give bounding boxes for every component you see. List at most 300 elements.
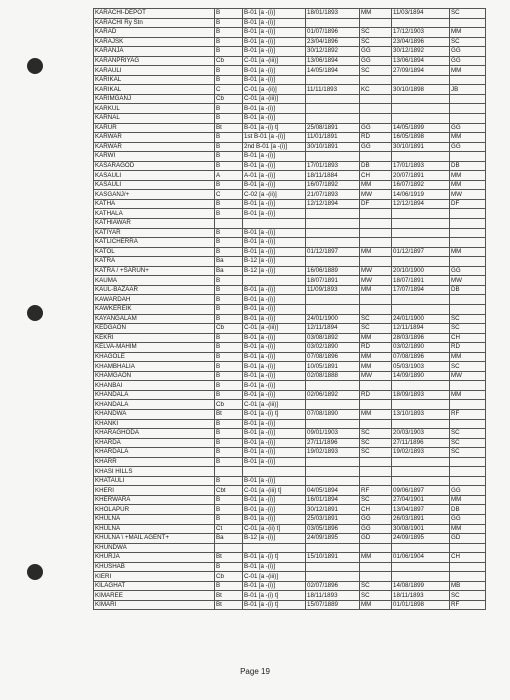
first-date-cell: 15/07/1889 bbox=[306, 600, 360, 610]
first-initials-cell: SC bbox=[360, 429, 392, 439]
last-initials-cell bbox=[450, 562, 486, 572]
type-cell: B bbox=[215, 333, 243, 343]
table-row bbox=[94, 534, 486, 544]
type-cell: B bbox=[215, 114, 243, 124]
first-initials-cell bbox=[360, 467, 392, 477]
last-date-cell bbox=[392, 152, 450, 162]
type-cell: B bbox=[215, 28, 243, 38]
first-date-cell: 18/11/1884 bbox=[306, 171, 360, 181]
last-initials-cell bbox=[450, 467, 486, 477]
type-cell: B bbox=[215, 476, 243, 486]
last-initials-cell bbox=[450, 295, 486, 305]
first-date-cell: 27/11/1896 bbox=[306, 438, 360, 448]
type-cell: B bbox=[215, 295, 243, 305]
first-date-cell bbox=[306, 228, 360, 238]
class-cell: B-01 [a -(i)] bbox=[243, 562, 306, 572]
last-initials-cell: SC bbox=[450, 37, 486, 47]
table-row bbox=[94, 94, 486, 104]
last-date-cell: 30/10/1891 bbox=[392, 142, 450, 152]
class-cell: B-01 [a -(i)] bbox=[243, 199, 306, 209]
table-row bbox=[94, 238, 486, 248]
type-cell: B bbox=[215, 18, 243, 28]
first-initials-cell: SC bbox=[360, 314, 392, 324]
class-cell: B-01 [a -(i)] bbox=[243, 419, 306, 429]
type-cell: Cb bbox=[215, 56, 243, 66]
class-cell: B-01 [a -(i)] bbox=[243, 9, 306, 19]
first-date-cell: 03/02/1890 bbox=[306, 343, 360, 353]
office-name-cell: KARANJA bbox=[94, 47, 215, 57]
last-date-cell: 18/07/1891 bbox=[392, 276, 450, 286]
last-date-cell: 17/12/1903 bbox=[392, 28, 450, 38]
office-name-cell: KARAJSK bbox=[94, 37, 215, 47]
table-row bbox=[94, 438, 486, 448]
postmark-ledger-table bbox=[93, 8, 486, 610]
office-name-cell: KELVA-MAHIM bbox=[94, 343, 215, 353]
first-initials-cell: DB bbox=[360, 161, 392, 171]
last-initials-cell: SC bbox=[450, 429, 486, 439]
class-cell: C-01 [a -(iii)] bbox=[243, 572, 306, 582]
office-name-cell: KARAD bbox=[94, 28, 215, 38]
first-date-cell: 25/08/1891 bbox=[306, 123, 360, 133]
office-name-cell: KHERI bbox=[94, 486, 215, 496]
first-initials-cell: CH bbox=[360, 505, 392, 515]
punch-hole bbox=[27, 564, 43, 580]
last-initials-cell: DB bbox=[450, 285, 486, 295]
first-date-cell: 11/01/1891 bbox=[306, 133, 360, 143]
last-date-cell bbox=[392, 219, 450, 229]
table-row bbox=[94, 295, 486, 305]
class-cell: C-01 [a -(iii) t] bbox=[243, 486, 306, 496]
type-cell: Bt bbox=[215, 553, 243, 563]
class-cell: B-01 [a -(i) t] bbox=[243, 123, 306, 133]
type-cell: B bbox=[215, 75, 243, 85]
type-cell: B bbox=[215, 438, 243, 448]
last-date-cell bbox=[392, 476, 450, 486]
class-cell: C-01 [a -(ii)] bbox=[243, 85, 306, 95]
first-date-cell: 02/06/1892 bbox=[306, 390, 360, 400]
last-date-cell: 13/10/1893 bbox=[392, 409, 450, 419]
last-initials-cell: MM bbox=[450, 247, 486, 257]
first-initials-cell: GG bbox=[360, 524, 392, 534]
first-initials-cell bbox=[360, 419, 392, 429]
class-cell: B-01 [a -(i)] bbox=[243, 476, 306, 486]
office-name-cell: KARANPRIYAG bbox=[94, 56, 215, 66]
first-initials-cell: SC bbox=[360, 37, 392, 47]
first-date-cell: 09/01/1903 bbox=[306, 429, 360, 439]
type-cell: B bbox=[215, 314, 243, 324]
class-cell: B-12 [a -(i)] bbox=[243, 257, 306, 267]
first-date-cell bbox=[306, 104, 360, 114]
last-initials-cell: SC bbox=[450, 9, 486, 19]
last-date-cell: 16/05/1898 bbox=[392, 133, 450, 143]
type-cell: Ct bbox=[215, 524, 243, 534]
first-date-cell: 24/09/1895 bbox=[306, 534, 360, 544]
type-cell: B bbox=[215, 161, 243, 171]
page-number: Page 19 bbox=[240, 667, 270, 676]
first-initials-cell: GD bbox=[360, 534, 392, 544]
table-row bbox=[94, 467, 486, 477]
table-row bbox=[94, 199, 486, 209]
class-cell: B-12 [a -(i)] bbox=[243, 534, 306, 544]
table-row bbox=[94, 257, 486, 267]
first-initials-cell bbox=[360, 400, 392, 410]
punch-hole bbox=[27, 305, 43, 321]
class-cell: C-01 [a -(ii) t] bbox=[243, 524, 306, 534]
last-date-cell bbox=[392, 572, 450, 582]
last-date-cell: 27/09/1894 bbox=[392, 66, 450, 76]
last-date-cell: 14/09/1890 bbox=[392, 371, 450, 381]
first-date-cell bbox=[306, 257, 360, 267]
last-date-cell: 20/03/1903 bbox=[392, 429, 450, 439]
table-row bbox=[94, 343, 486, 353]
first-initials-cell: SC bbox=[360, 495, 392, 505]
last-initials-cell: MM bbox=[450, 171, 486, 181]
last-date-cell bbox=[392, 295, 450, 305]
first-initials-cell: MM bbox=[360, 352, 392, 362]
class-cell: C-01 [a -(iii)] bbox=[243, 400, 306, 410]
class-cell: B-01 [a -(i)] bbox=[243, 352, 306, 362]
table-row bbox=[94, 543, 486, 553]
first-date-cell: 30/12/1891 bbox=[306, 505, 360, 515]
last-date-cell: 16/07/1892 bbox=[392, 180, 450, 190]
last-initials-cell: SC bbox=[450, 448, 486, 458]
first-date-cell: 13/06/1894 bbox=[306, 56, 360, 66]
last-initials-cell: SC bbox=[450, 438, 486, 448]
last-initials-cell: RD bbox=[450, 343, 486, 353]
class-cell: C-01 [a -(iii)] bbox=[243, 324, 306, 334]
last-date-cell bbox=[392, 238, 450, 248]
type-cell: B bbox=[215, 66, 243, 76]
office-name-cell: KATHALA bbox=[94, 209, 215, 219]
first-date-cell: 01/12/1897 bbox=[306, 247, 360, 257]
last-date-cell: 09/06/1897 bbox=[392, 486, 450, 496]
type-cell bbox=[215, 467, 243, 477]
office-name-cell: KAWARDAH bbox=[94, 295, 215, 305]
office-name-cell: KASARAGOD bbox=[94, 161, 215, 171]
type-cell: B bbox=[215, 285, 243, 295]
last-date-cell: 14/08/1899 bbox=[392, 581, 450, 591]
first-initials-cell: GG bbox=[360, 47, 392, 57]
last-initials-cell: DB bbox=[450, 505, 486, 515]
type-cell: Bt bbox=[215, 600, 243, 610]
office-name-cell: KARIKAL bbox=[94, 85, 215, 95]
type-cell: B bbox=[215, 209, 243, 219]
first-initials-cell bbox=[360, 209, 392, 219]
class-cell: B-01 [a -(i)] bbox=[243, 209, 306, 219]
first-initials-cell: RD bbox=[360, 343, 392, 353]
type-cell: Bt bbox=[215, 123, 243, 133]
office-name-cell: KHULNA \ +MAIL AGENT+ bbox=[94, 534, 215, 544]
first-date-cell bbox=[306, 75, 360, 85]
first-date-cell: 30/10/1891 bbox=[306, 142, 360, 152]
class-cell: B-01 [a -(i)] bbox=[243, 18, 306, 28]
office-name-cell: KHOLAPUR bbox=[94, 505, 215, 515]
class-cell: B-01 [a -(i)] bbox=[243, 180, 306, 190]
first-initials-cell bbox=[360, 219, 392, 229]
last-date-cell bbox=[392, 228, 450, 238]
type-cell: B bbox=[215, 362, 243, 372]
last-date-cell: 12/11/1894 bbox=[392, 324, 450, 334]
class-cell: B-01 [a -(i)] bbox=[243, 429, 306, 439]
office-name-cell: KARIMGANJ bbox=[94, 94, 215, 104]
first-initials-cell: CH bbox=[360, 171, 392, 181]
first-initials-cell: GG bbox=[360, 123, 392, 133]
class-cell: C-02 [a -(ii)] bbox=[243, 190, 306, 200]
class-cell: B-01 [a -(i)] bbox=[243, 47, 306, 57]
office-name-cell: KEDGAON bbox=[94, 324, 215, 334]
office-name-cell: KIERI bbox=[94, 572, 215, 582]
office-name-cell: KARWAR bbox=[94, 142, 215, 152]
class-cell: B-12 [a -(i)] bbox=[243, 266, 306, 276]
last-initials-cell: MB bbox=[450, 581, 486, 591]
office-name-cell: KASAULI bbox=[94, 171, 215, 181]
first-date-cell: 17/01/1893 bbox=[306, 161, 360, 171]
first-date-cell bbox=[306, 572, 360, 582]
table-row bbox=[94, 476, 486, 486]
last-date-cell: 30/12/1892 bbox=[392, 47, 450, 57]
type-cell: Cb bbox=[215, 572, 243, 582]
first-date-cell: 11/11/1893 bbox=[306, 85, 360, 95]
office-name-cell: KEKRI bbox=[94, 333, 215, 343]
table-row bbox=[94, 390, 486, 400]
table-row bbox=[94, 123, 486, 133]
table-row bbox=[94, 190, 486, 200]
table-row bbox=[94, 209, 486, 219]
office-name-cell: KAUMA bbox=[94, 276, 215, 286]
office-name-cell: KHARDALA bbox=[94, 448, 215, 458]
office-name-cell: KHARDA bbox=[94, 438, 215, 448]
first-date-cell: 01/07/1896 bbox=[306, 28, 360, 38]
table-row bbox=[94, 324, 486, 334]
last-date-cell bbox=[392, 114, 450, 124]
last-initials-cell bbox=[450, 543, 486, 553]
first-date-cell: 02/08/1888 bbox=[306, 371, 360, 381]
office-name-cell: KHANKI bbox=[94, 419, 215, 429]
class-cell: B-01 [a -(i)] bbox=[243, 285, 306, 295]
last-initials-cell: CH bbox=[450, 553, 486, 563]
first-date-cell: 25/03/1891 bbox=[306, 514, 360, 524]
last-date-cell bbox=[392, 104, 450, 114]
type-cell: B bbox=[215, 9, 243, 19]
type-cell: B bbox=[215, 581, 243, 591]
first-initials-cell: MW bbox=[360, 276, 392, 286]
first-initials-cell bbox=[360, 238, 392, 248]
last-date-cell: 27/04/1901 bbox=[392, 495, 450, 505]
office-name-cell: KASAULI bbox=[94, 180, 215, 190]
class-cell: B-01 [a -(i)] bbox=[243, 514, 306, 524]
class-cell: B-01 [a -(i) t] bbox=[243, 409, 306, 419]
table-row bbox=[94, 409, 486, 419]
type-cell: B bbox=[215, 514, 243, 524]
first-date-cell bbox=[306, 476, 360, 486]
class-cell: B-01 [a -(i)] bbox=[243, 152, 306, 162]
table-row bbox=[94, 505, 486, 515]
last-initials-cell: MM bbox=[450, 390, 486, 400]
last-date-cell: 17/01/1893 bbox=[392, 161, 450, 171]
table-row bbox=[94, 514, 486, 524]
class-cell: B-01 [a -(i)] bbox=[243, 505, 306, 515]
class-cell: B-01 [a -(i)] bbox=[243, 66, 306, 76]
table-row bbox=[94, 276, 486, 286]
first-initials-cell bbox=[360, 18, 392, 28]
type-cell: B bbox=[215, 199, 243, 209]
class-cell: A-01 [a -(i)] bbox=[243, 171, 306, 181]
office-name-cell: KATRA bbox=[94, 257, 215, 267]
last-initials-cell bbox=[450, 152, 486, 162]
first-initials-cell bbox=[360, 152, 392, 162]
office-name-cell: KHANDALA bbox=[94, 400, 215, 410]
table-row bbox=[94, 75, 486, 85]
first-initials-cell: RD bbox=[360, 390, 392, 400]
table-row bbox=[94, 56, 486, 66]
first-initials-cell: SC bbox=[360, 581, 392, 591]
last-date-cell: 24/01/1900 bbox=[392, 314, 450, 324]
class-cell: B-01 [a -(i)] bbox=[243, 314, 306, 324]
office-name-cell: KARIKAL bbox=[94, 75, 215, 85]
type-cell: B bbox=[215, 104, 243, 114]
first-date-cell: 12/12/1894 bbox=[306, 199, 360, 209]
first-date-cell: 07/08/1890 bbox=[306, 409, 360, 419]
last-initials-cell: DF bbox=[450, 199, 486, 209]
office-name-cell: KHASI HILLS bbox=[94, 467, 215, 477]
first-initials-cell bbox=[360, 75, 392, 85]
first-date-cell bbox=[306, 295, 360, 305]
office-name-cell: KAUL-BAZAAR bbox=[94, 285, 215, 295]
last-date-cell: 18/09/1893 bbox=[392, 390, 450, 400]
last-date-cell: 14/05/1899 bbox=[392, 123, 450, 133]
table-row bbox=[94, 152, 486, 162]
last-initials-cell: MM bbox=[450, 28, 486, 38]
last-initials-cell: GD bbox=[450, 534, 486, 544]
first-initials-cell: MM bbox=[360, 247, 392, 257]
table-row bbox=[94, 591, 486, 601]
table-row bbox=[94, 562, 486, 572]
table-row bbox=[94, 285, 486, 295]
first-date-cell: 23/04/1896 bbox=[306, 37, 360, 47]
type-cell: Cbt bbox=[215, 486, 243, 496]
last-date-cell: 19/02/1893 bbox=[392, 448, 450, 458]
first-initials-cell: MM bbox=[360, 362, 392, 372]
table-row bbox=[94, 85, 486, 95]
class-cell: B-01 [a -(i)] bbox=[243, 304, 306, 314]
class-cell: B-01 [a -(i)] bbox=[243, 362, 306, 372]
table-row bbox=[94, 104, 486, 114]
table-row bbox=[94, 352, 486, 362]
first-date-cell: 15/10/1891 bbox=[306, 553, 360, 563]
first-date-cell bbox=[306, 419, 360, 429]
last-date-cell bbox=[392, 75, 450, 85]
type-cell: B bbox=[215, 152, 243, 162]
first-initials-cell: MW bbox=[360, 371, 392, 381]
class-cell: B-01 [a -(i)] bbox=[243, 448, 306, 458]
type-cell: B bbox=[215, 47, 243, 57]
first-initials-cell: KC bbox=[360, 85, 392, 95]
last-initials-cell bbox=[450, 257, 486, 267]
first-date-cell: 03/05/1896 bbox=[306, 524, 360, 534]
last-initials-cell: CH bbox=[450, 333, 486, 343]
class-cell bbox=[243, 219, 306, 229]
class-cell: B-01 [a -(i)] bbox=[243, 114, 306, 124]
first-date-cell bbox=[306, 400, 360, 410]
last-date-cell: 13/06/1894 bbox=[392, 56, 450, 66]
type-cell: B bbox=[215, 562, 243, 572]
class-cell: B-01 [a -(i)] bbox=[243, 381, 306, 391]
type-cell: B bbox=[215, 495, 243, 505]
first-date-cell bbox=[306, 304, 360, 314]
first-date-cell bbox=[306, 18, 360, 28]
last-initials-cell: GG bbox=[450, 142, 486, 152]
first-date-cell: 07/08/1896 bbox=[306, 352, 360, 362]
type-cell: B bbox=[215, 276, 243, 286]
last-initials-cell: GG bbox=[450, 266, 486, 276]
first-initials-cell: MW bbox=[360, 266, 392, 276]
table-row bbox=[94, 66, 486, 76]
office-name-cell: KARKUL bbox=[94, 104, 215, 114]
last-initials-cell: GG bbox=[450, 56, 486, 66]
last-date-cell: 20/07/1891 bbox=[392, 171, 450, 181]
class-cell: B-01 [a -(i)] bbox=[243, 371, 306, 381]
table-row bbox=[94, 362, 486, 372]
table-row bbox=[94, 133, 486, 143]
office-name-cell: KHUSHAB bbox=[94, 562, 215, 572]
first-date-cell bbox=[306, 114, 360, 124]
type-cell: Cb bbox=[215, 324, 243, 334]
last-date-cell bbox=[392, 304, 450, 314]
first-initials-cell bbox=[360, 295, 392, 305]
last-date-cell: 30/08/1901 bbox=[392, 524, 450, 534]
office-name-cell: KATIYAR bbox=[94, 228, 215, 238]
class-cell: 2nd B-01 [a -(i)] bbox=[243, 142, 306, 152]
class-cell bbox=[243, 467, 306, 477]
type-cell: Ba bbox=[215, 266, 243, 276]
type-cell: B bbox=[215, 180, 243, 190]
office-name-cell: KHAMBHALIA bbox=[94, 362, 215, 372]
last-initials-cell bbox=[450, 75, 486, 85]
last-date-cell bbox=[392, 94, 450, 104]
type-cell: B bbox=[215, 457, 243, 467]
first-date-cell bbox=[306, 209, 360, 219]
last-date-cell: 24/09/1895 bbox=[392, 534, 450, 544]
office-name-cell: KHULNA bbox=[94, 524, 215, 534]
first-initials-cell: SC bbox=[360, 66, 392, 76]
first-date-cell bbox=[306, 457, 360, 467]
last-date-cell: 23/04/1896 bbox=[392, 37, 450, 47]
office-name-cell: KILAGHAT bbox=[94, 581, 215, 591]
first-date-cell: 16/07/1892 bbox=[306, 180, 360, 190]
class-cell: B-01 [a -(i)] bbox=[243, 238, 306, 248]
type-cell: B bbox=[215, 228, 243, 238]
first-date-cell: 14/05/1894 bbox=[306, 66, 360, 76]
first-date-cell: 24/01/1900 bbox=[306, 314, 360, 324]
office-name-cell: KARWAR bbox=[94, 133, 215, 143]
last-initials-cell: MW bbox=[450, 190, 486, 200]
last-date-cell: 20/10/1900 bbox=[392, 266, 450, 276]
last-initials-cell: SC bbox=[450, 362, 486, 372]
type-cell: Cb bbox=[215, 400, 243, 410]
type-cell: B bbox=[215, 133, 243, 143]
first-initials-cell: RF bbox=[360, 486, 392, 496]
type-cell: B bbox=[215, 371, 243, 381]
class-cell: C-01 [a -(iii)] bbox=[243, 94, 306, 104]
class-cell: B-01 [a -(i)] bbox=[243, 75, 306, 85]
office-name-cell: KARACHI Ry Stn bbox=[94, 18, 215, 28]
table-row bbox=[94, 333, 486, 343]
last-initials-cell bbox=[450, 419, 486, 429]
office-name-cell: KATRA / +SARUN+ bbox=[94, 266, 215, 276]
type-cell: Cb bbox=[215, 94, 243, 104]
last-date-cell: 17/07/1894 bbox=[392, 285, 450, 295]
last-date-cell: 27/11/1896 bbox=[392, 438, 450, 448]
